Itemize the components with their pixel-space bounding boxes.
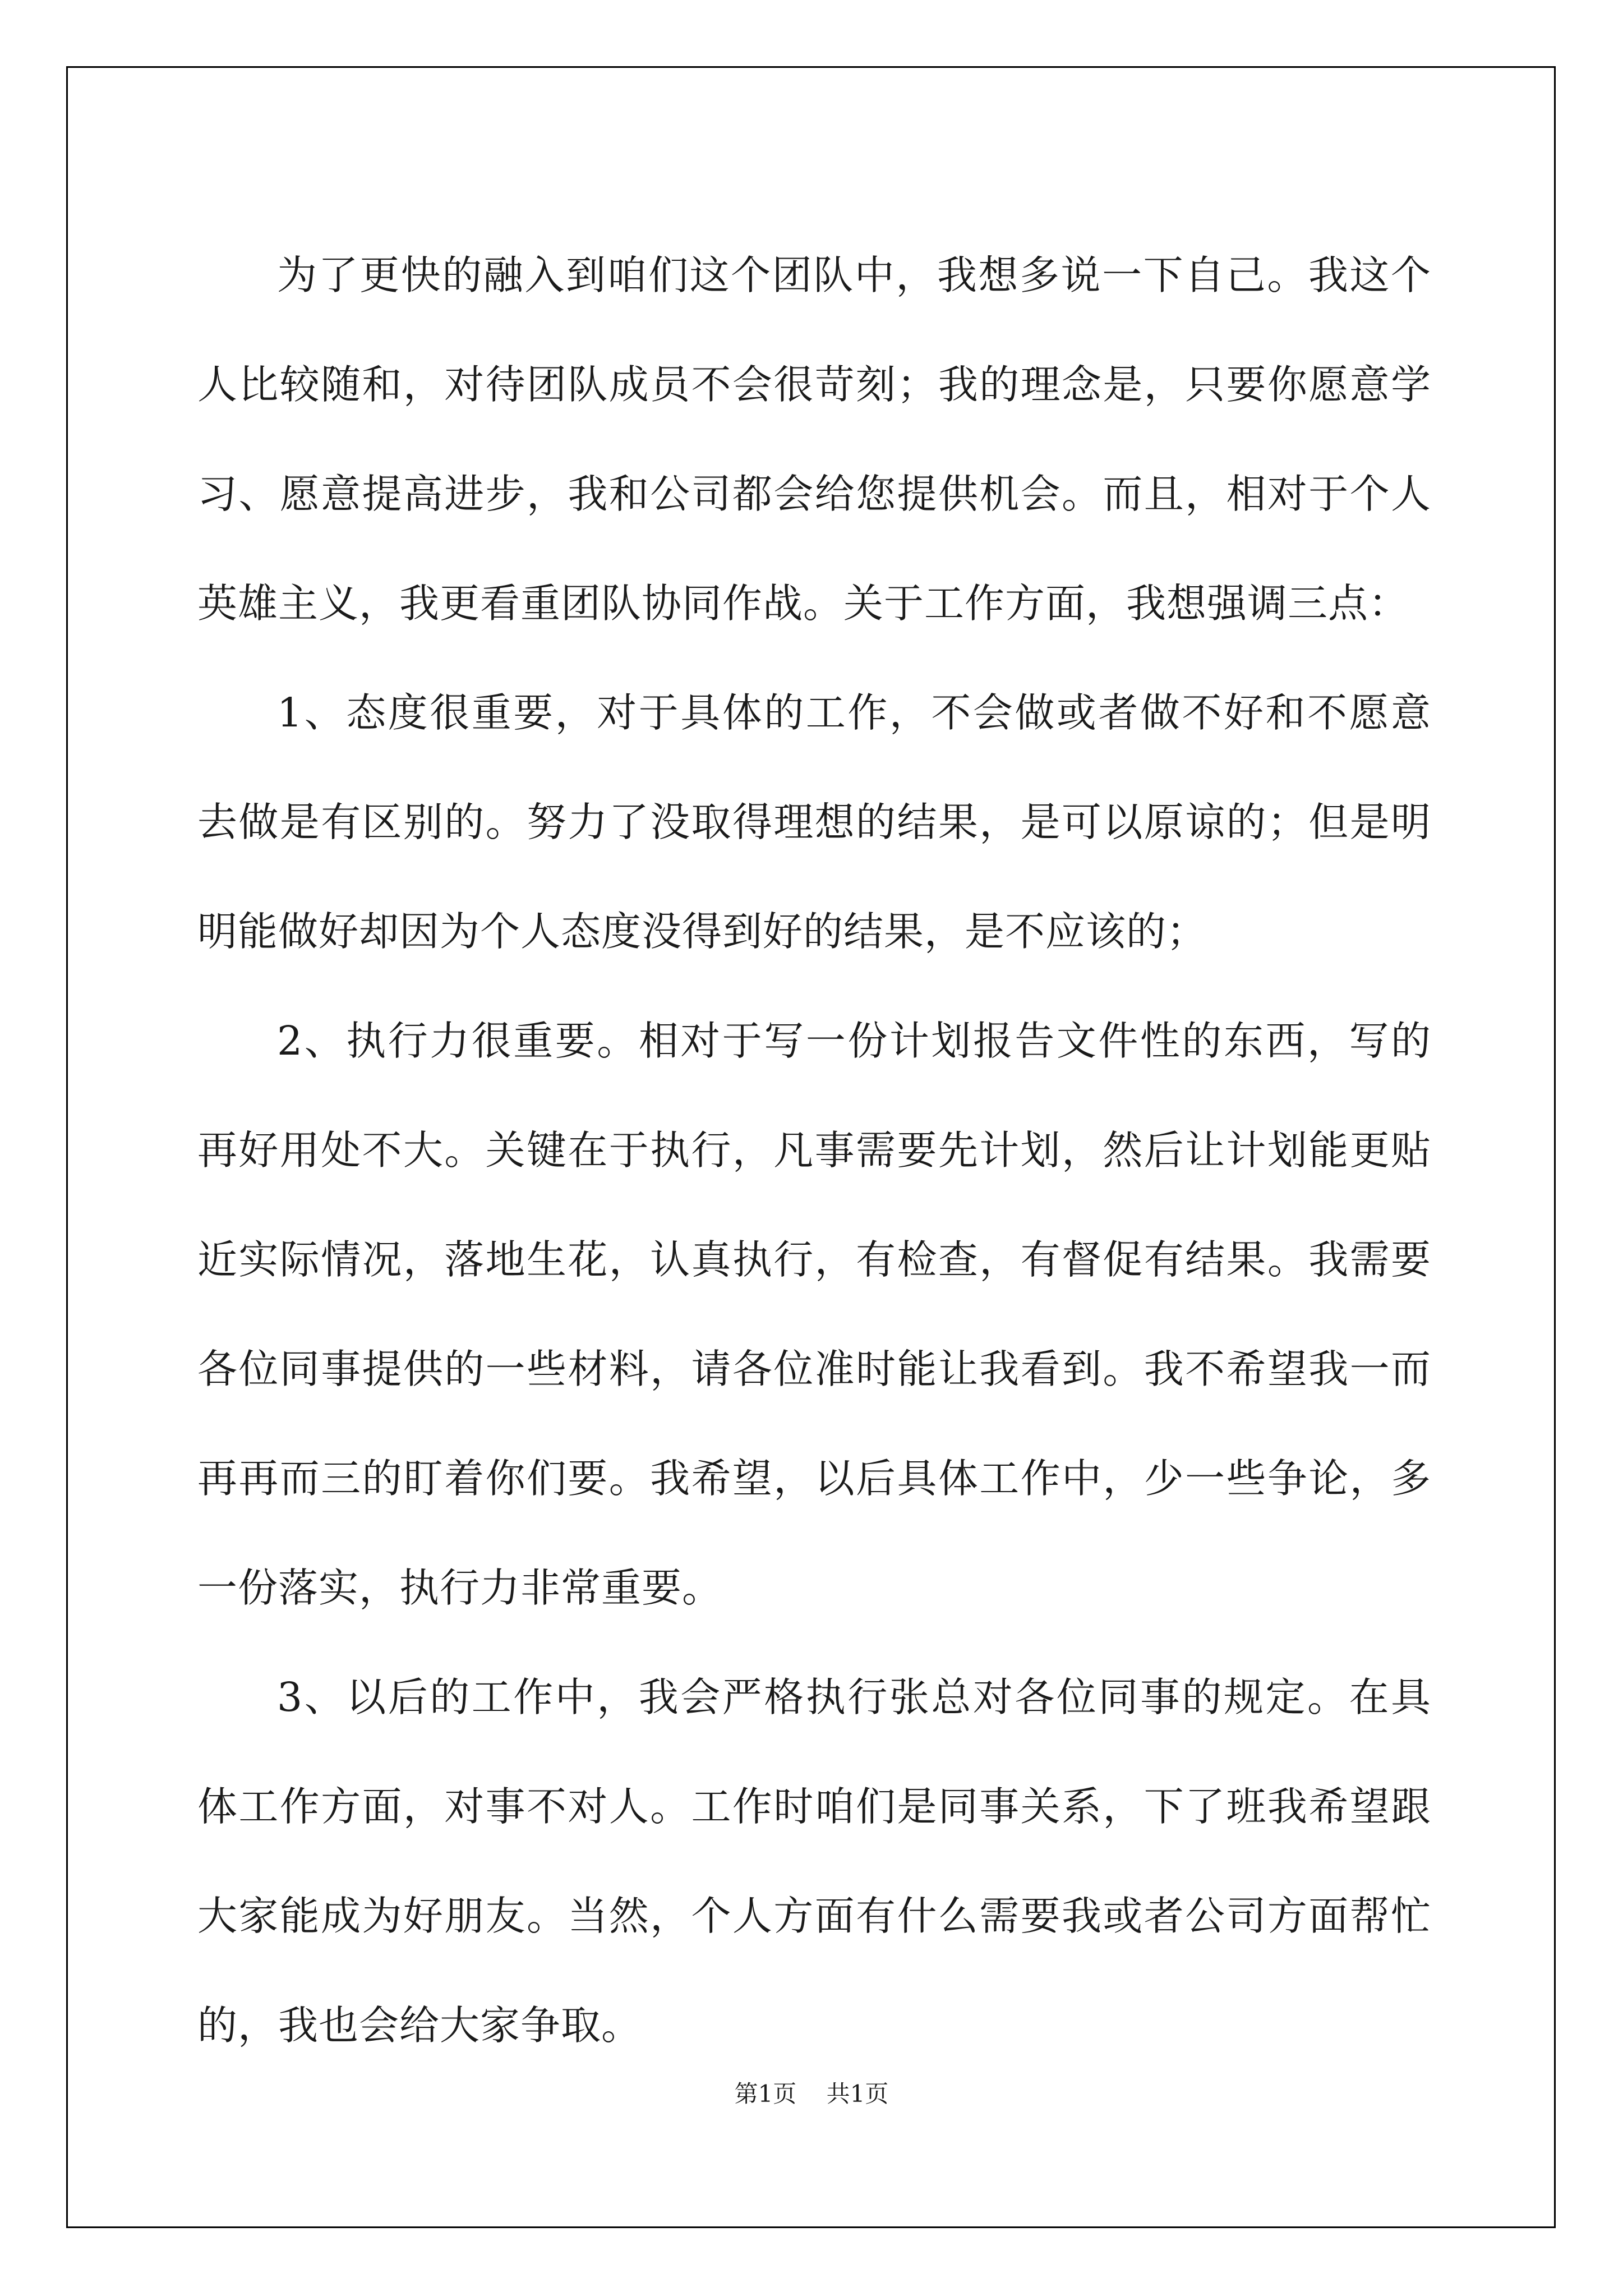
document-body [197,220,1431,2080]
paragraph-point-2: 2、执行力很重要。相对于写一份计划报告文件性的东西，写的再好用处不大。关键在于执行，凡事需要先计划，然后让计划能更贴近实际情况，落地生花，认真执行，有检查，有督促有结果。我需要各位同事提供的一些材料，请各位准时能让我看到。我不希望我一而再再而三的盯着你们要。我希望，以后具体工作中，少一些争论，多一份落实，执行力非常重要。 [197,1018,1431,1611]
paragraph-point-3: 3、以后的工作中，我会严格执行张总对各位同事的规定。在具体工作方面，对事不对人。工作时咱们是同事关系，下了班我希望跟大家能成为好朋友。当然，个人方面有什么需要我或者公司方面帮忙的，我也会给大家争取。 [197,1674,1431,2049]
paragraph-point-1: 1、态度很重要，对于具体的工作，不会做或者做不好和不愿意去做是有区别的。努力了没取得理想的结果，是可以原谅的；但是明明能做好却因为个人态度没得到好的结果，是不应该的； [197,689,1431,955]
page-total: 共1页 [826,2080,889,2108]
page-footer [0,2076,1623,2109]
page-number: 第1页 [734,2080,797,2108]
paragraph-intro: 为了更快的融入到咱们这个团队中，我想多说一下自己。我这个人比较随和，对待团队成员不会很苛刻；我的理念是，只要你愿意学习、愿意提高进步，我和公司都会给您提供机会。而且，相对于个人英雄主义，我更看重团队协同作战。关于工作方面，我想强调三点： [197,252,1431,627]
